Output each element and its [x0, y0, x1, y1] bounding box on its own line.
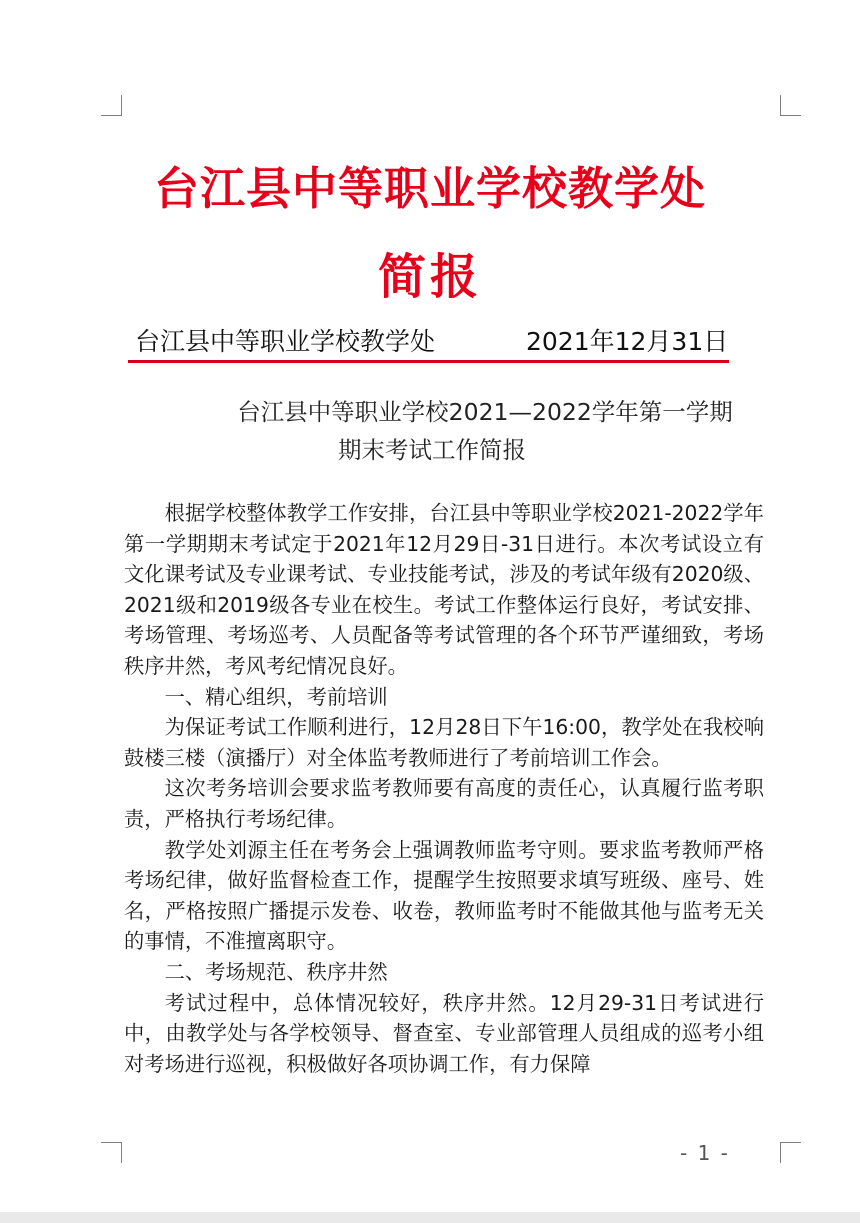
section-heading-1: 一、精心组织，考前培训: [164, 684, 388, 709]
crop-mark-bottom-right: [780, 1142, 801, 1163]
paragraph-intro: 根据学校整体教学工作安排，台江县中等职业学校2021-2022学年第一学期期末考试定于2021年12月29日-31日进行。本次考试设立有文化课考试及专业课考试、专业技能考试，涉及的考试年级有2020级、2021级和2019级各专业在校生。考试工作整体运行良好，考试安排、考场管理、考场巡考、人员配备等考试管理的各个环节严谨细致，考场秩序井然，考风考纪情况良好。: [124, 501, 764, 678]
masthead-red-rule: [128, 360, 729, 363]
masthead-subtitle: 简报: [377, 249, 482, 305]
paragraph-training: 为保证考试工作顺利进行，12月28日下午16:00，教学处在我校响鼓楼三楼（演播厅）对全体监考教师进行了考前培训工作会。: [124, 715, 764, 770]
crop-mark-top-left: [101, 95, 122, 116]
page-number: - 1 -: [680, 1141, 730, 1165]
article-body: [124, 498, 764, 1079]
masthead-title: 台江县中等职业学校教学处: [153, 162, 706, 215]
article-heading-line2: 期末考试工作简报: [338, 436, 526, 464]
article-heading-line1: 台江县中等职业学校2021—2022学年第一学期: [237, 398, 733, 426]
masthead-date: 2021年12月31日: [526, 327, 729, 356]
paragraph-requirements: 这次考务培训会要求监考教师要有高度的责任心，认真履行监考职责，严格执行考场纪律。: [124, 776, 764, 831]
crop-mark-top-right: [780, 95, 801, 116]
page-bottom-gutter: [0, 1212, 860, 1223]
paragraph-rules: 教学处刘源主任在考务会上强调教师监考守则。要求监考教师严格考场纪律，做好监督检查工作，提醒学生按照要求填写班级、座号、姓名，严格按照广播提示发卷、收卷，教师监考时不能做其他与监考无关的事情，不准擅离职守。: [124, 837, 764, 954]
paragraph-exam-process: 考试过程中，总体情况较好，秩序井然。12月29-31日考试进行中，由教学处与各学校领导、督查室、专业部管理人员组成的巡考小组对考场进行巡视，积极做好各项协调工作，有力保障: [124, 990, 764, 1076]
section-heading-2: 二、考场规范、秩序井然: [164, 959, 388, 984]
crop-mark-bottom-left: [101, 1142, 122, 1163]
masthead-org-name: 台江县中等职业学校教学处: [135, 327, 436, 356]
